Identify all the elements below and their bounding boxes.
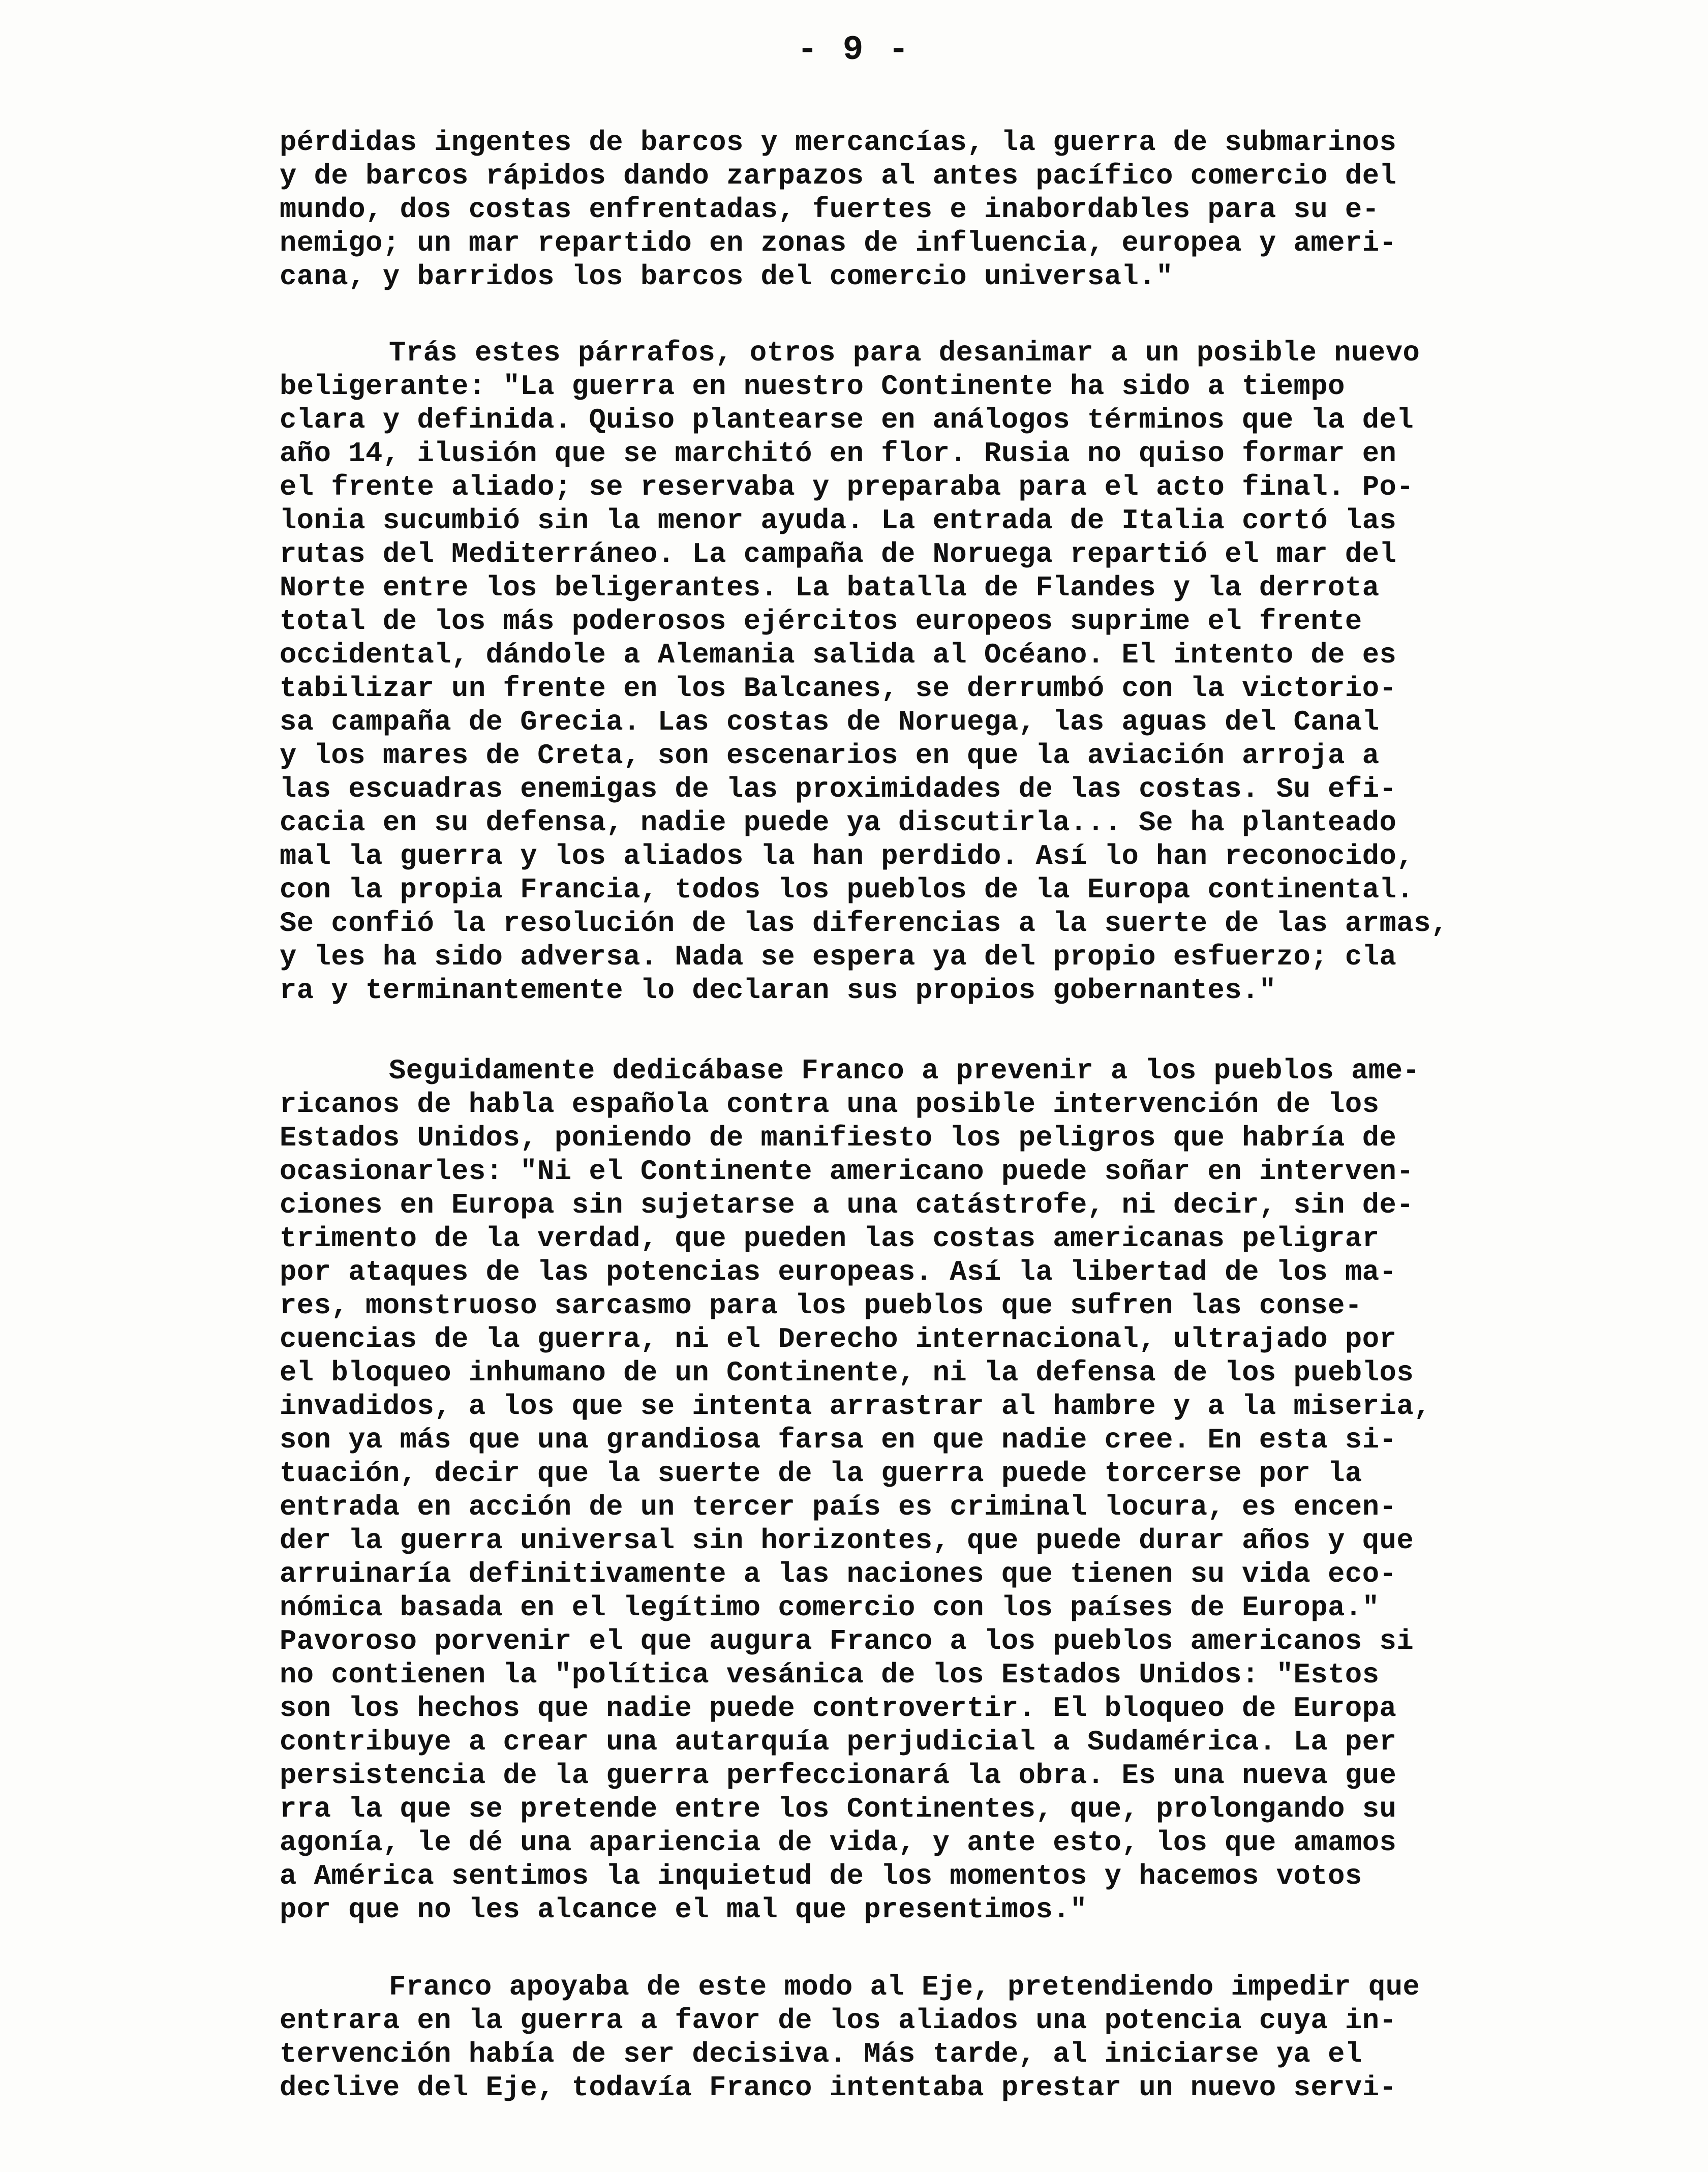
text-line: cacia en su defensa, nadie puede ya discutirla... Se ha planteado bbox=[280, 807, 1397, 839]
text-line: por ataques de las potencias europeas. Así la libertad de los ma- bbox=[280, 1256, 1397, 1288]
text-line: mundo, dos costas enfrentadas, fuertes e inabordables para su e- bbox=[280, 194, 1380, 226]
text-line: contribuye a crear una autarquía perjudicial a Sudamérica. La per bbox=[280, 1726, 1397, 1758]
text-line: rra la que se pretende entre los Continentes, que, prolongando su bbox=[280, 1793, 1397, 1825]
text-line: cuencias de la guerra, ni el Derecho internacional, ultrajado por bbox=[280, 1323, 1397, 1355]
text-line: y les ha sido adversa. Nada se espera ya del propio esfuerzo; cla bbox=[280, 941, 1397, 973]
text-line: der la guerra universal sin horizontes, que puede durar años y que bbox=[280, 1525, 1414, 1557]
text-line: arruinaría definitivamente a las naciones que tienen su vida eco- bbox=[280, 1558, 1397, 1590]
text-line: sa campaña de Grecia. Las costas de Noruega, las aguas del Canal bbox=[280, 706, 1380, 738]
text-line: declive del Eje, todavía Franco intentaba prestar un nuevo servi- bbox=[280, 2072, 1397, 2104]
text-line: el bloqueo inhumano de un Continente, ni la defensa de los pueblos bbox=[280, 1357, 1414, 1389]
text-line: y los mares de Creta, son escenarios en que la aviación arroja a bbox=[280, 740, 1380, 772]
text-line: ciones en Europa sin sujetarse a una catástrofe, ni decir, sin de- bbox=[280, 1189, 1414, 1221]
text-line: son ya más que una grandiosa farsa en que nadie cree. En esta si- bbox=[280, 1424, 1397, 1456]
text-line: cana, y barridos los barcos del comercio universal." bbox=[280, 261, 1173, 293]
page-number: - 9 - bbox=[797, 31, 911, 70]
text-line: tuación, decir que la suerte de la guerra puede torcerse por la bbox=[280, 1458, 1362, 1490]
text-line: con la propia Francia, todos los pueblos de la Europa continental. bbox=[280, 874, 1414, 906]
text-line: Norte entre los beligerantes. La batalla de Flandes y la derrota bbox=[280, 572, 1380, 604]
paragraph bbox=[280, 126, 1647, 294]
text-line: ra y terminantemente lo declaran sus propios gobernantes." bbox=[280, 975, 1276, 1007]
text-line: y de barcos rápidos dando zarpazos al antes pacífico comercio del bbox=[280, 160, 1397, 192]
text-line: pérdidas ingentes de barcos y mercancías, la guerra de submarinos bbox=[280, 127, 1397, 159]
text-line: las escuadras enemigas de las proximidades de las costas. Su efi- bbox=[280, 773, 1397, 805]
paragraph bbox=[280, 337, 1647, 1008]
text-line: Se confió la resolución de las diferencias a la suerte de las armas, bbox=[280, 908, 1448, 940]
text-line: res, monstruoso sarcasmo para los pueblos que sufren las conse- bbox=[280, 1290, 1362, 1322]
text-line: nómica basada en el legítimo comercio con los países de Europa." bbox=[280, 1592, 1380, 1624]
text-line: agonía, le dé una apariencia de vida, y ante esto, los que amamos bbox=[280, 1827, 1397, 1859]
text-line: persistencia de la guerra perfeccionará la obra. Es una nueva gue bbox=[280, 1760, 1397, 1792]
text-line: invadidos, a los que se intenta arrastrar al hambre y a la miseria, bbox=[280, 1391, 1431, 1423]
text-line: Franco apoyaba de este modo al Eje, pretendiendo impedir que bbox=[389, 1971, 1420, 2003]
text-line: no contienen la "política vesánica de los Estados Unidos: "Estos bbox=[280, 1659, 1380, 1691]
text-line: Pavoroso porvenir el que augura Franco a los pueblos americanos si bbox=[280, 1625, 1414, 1657]
text-line: mal la guerra y los aliados la han perdido. Así lo han reconocido, bbox=[280, 840, 1414, 872]
text-line: año 14, ilusión que se marchitó en flor. Rusia no quiso formar en bbox=[280, 438, 1397, 470]
text-line: trimento de la verdad, que pueden las costas americanas peligrar bbox=[280, 1223, 1380, 1255]
text-line: clara y definida. Quiso plantearse en análogos términos que la del bbox=[280, 404, 1414, 436]
paragraph bbox=[280, 1971, 1647, 2105]
text-line: por que no les alcance el mal que presentimos." bbox=[280, 1894, 1087, 1926]
text-line: entrara en la guerra a favor de los aliados una potencia cuya in- bbox=[280, 2005, 1397, 2037]
text-line: tervención había de ser decisiva. Más tarde, al iniciarse ya el bbox=[280, 2038, 1362, 2070]
text-line: Trás estes párrafos, otros para desanimar a un posible nuevo bbox=[389, 337, 1420, 369]
text-line: a América sentimos la inquietud de los momentos y hacemos votos bbox=[280, 1860, 1362, 1892]
text-line: Estados Unidos, poniendo de manifiesto los peligros que habría de bbox=[280, 1122, 1397, 1154]
paragraph bbox=[280, 1054, 1647, 1927]
text-line: total de los más poderosos ejércitos europeos suprime el frente bbox=[280, 606, 1362, 638]
text-line: rutas del Mediterráneo. La campaña de Noruega repartió el mar del bbox=[280, 538, 1397, 570]
text-line: son los hechos que nadie puede controvertir. El bloqueo de Europa bbox=[280, 1693, 1397, 1725]
text-line: nemigo; un mar repartido en zonas de influencia, europea y ameri- bbox=[280, 227, 1397, 259]
text-line: lonia sucumbió sin la menor ayuda. La entrada de Italia cortó las bbox=[280, 505, 1397, 537]
text-line: occidental, dándole a Alemania salida al Océano. El intento de es bbox=[280, 639, 1397, 671]
text-line: el frente aliado; se reservaba y preparaba para el acto final. Po- bbox=[280, 471, 1414, 503]
text-line: ricanos de habla española contra una posible intervención de los bbox=[280, 1089, 1380, 1121]
text-line: Seguidamente dedicábase Franco a prevenir a los pueblos ame- bbox=[389, 1055, 1420, 1087]
text-line: beligerante: "La guerra en nuestro Continente ha sido a tiempo bbox=[280, 371, 1345, 403]
text-line: tabilizar un frente en los Balcanes, se derrumbó con la victorio- bbox=[280, 673, 1397, 705]
text-line: ocasionarles: "Ni el Continente americano puede soñar en interven- bbox=[280, 1156, 1414, 1188]
text-line: entrada en acción de un tercer país es criminal locura, es encen- bbox=[280, 1491, 1397, 1523]
